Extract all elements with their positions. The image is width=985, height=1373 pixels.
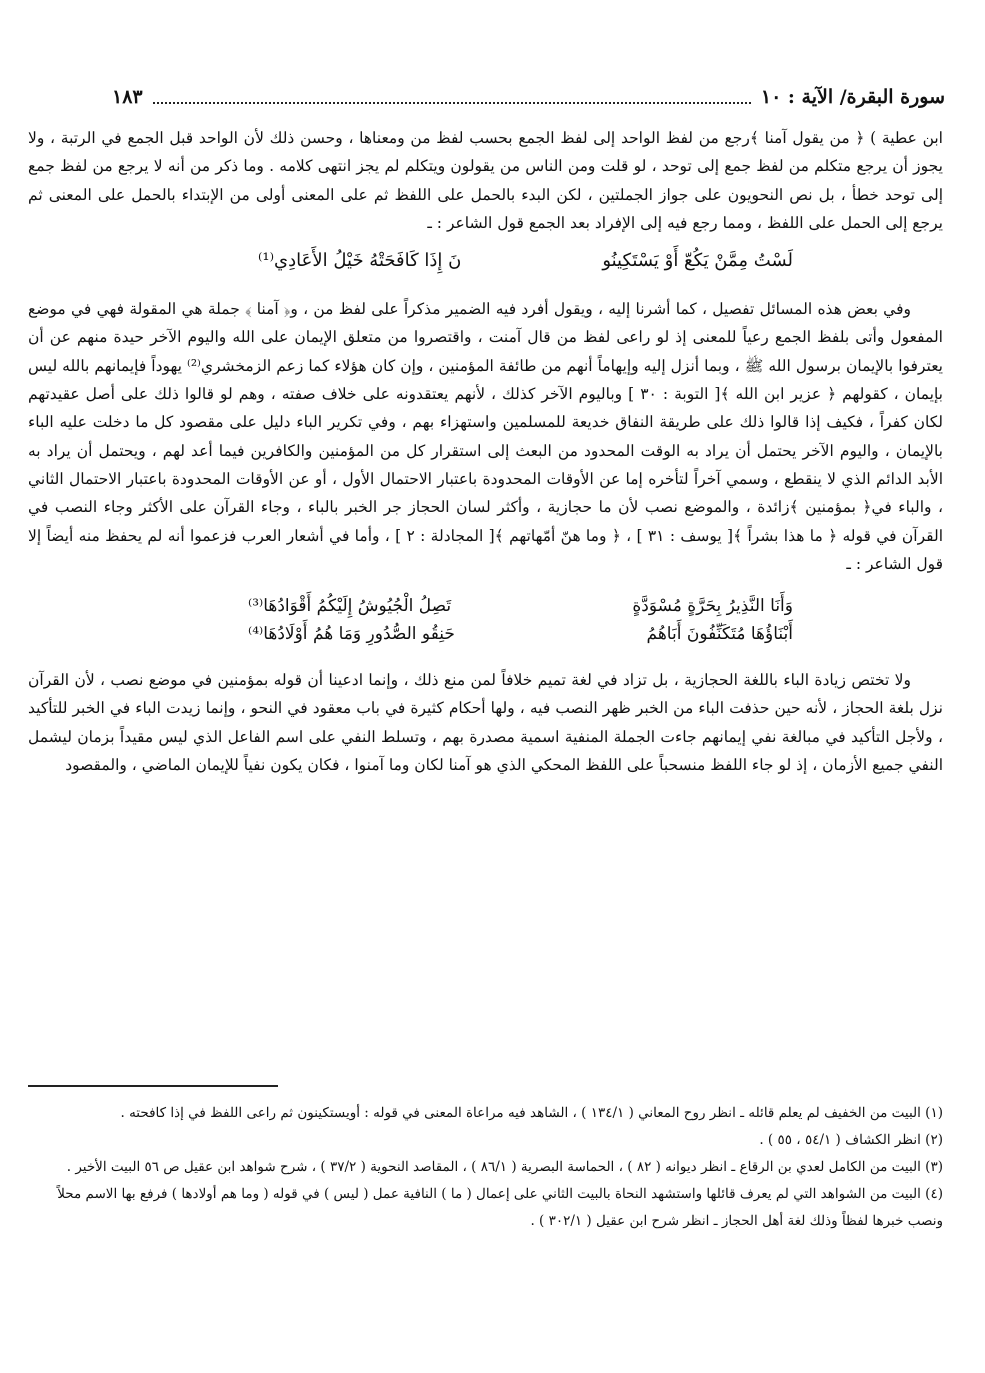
paragraph-3: ولا تختص زيادة الباء باللغة الحجازية ، بل تزاد في لغة تميم خلافاً لمن منع ذلك ، وإنما ادعينا أن قوله بمؤمنين في موضع نصب ، لأن القرآن نزل بلغة الحجاز ، لأنه حين حذفت الباء من الخبر ظهر النصب فيه ، ولها أحكام كثيرة في باب معقود في النحو ، وإنما زيدت الباء في الخبر للتأكيد ، ولأجل التأكيد في مبالغة نفي إيمانهم جاءت الجملة المنفية اسمية مصدرة بهم ، وتسلط النفي على اسم الفاعل الذي ليس مقيداً بزمان ليشمل النفي جميع الأزمان ، إذ لو جاء اللفظ منسحباً على اللفظ المحكي الذي هو آمنا لكان وما آمنوا ، فكان يكون نفياً للإيمان الماضي ، والمقصود	[28, 671, 943, 775]
verse-1-second-hemistich: نَ إِذَا كَافَحَتْهُ خَيْلُ الأَعَادِي⁽¹⁾	[258, 250, 462, 272]
verse-3-second-hemistich: حَنِقُو الصُّدُورِ وَمَا هُمُ أَوْلَادُهَا⁽⁴⁾	[248, 624, 455, 645]
verse-1-first-hemistich: لَسْتُ مِمَّنْ يَكُعّ أَوْ يَسْتَكِينُو	[602, 250, 793, 272]
verse-3-first-hemistich: أَبْنَاؤُهَا مُتَكَنِّفُونَ أَبَاهُمُ	[646, 624, 793, 645]
footnote-2: (٢) انظر الكشاف ( ٥٤/١ ، ٥٥ ) .	[759, 1132, 943, 1148]
footnote-separator	[28, 1085, 278, 1087]
paragraph-2: وفي بعض هذه المسائل تفصيل ، كما أشرنا إليه ، ويقول أفرد فيه الضمير مذكراً على لفظ من ، و﴿ آمنا ﴾ جملة هي المقولة فهي في موضع المفعول وأتى بلفظ الجمع رعياً للمعنى إذ لو راعى لفظ من قال آمنت ، واقتصروا من متعلق الإيمان على الله واليوم الآخر حيدة منهم عن أن يعترفوا بالإيمان برسول الله ﷺ ، وبما أنزل إليه وإيهاماً أنهم من طائفة المؤمنين ، وإن كان هؤلاء كما زعم الزمخشري⁽²⁾ يهوداً فإيمانهم بالله ليس بإيمان ، كقولهم ﴿ عزير ابن الله ﴾[ التوبة : ٣٠ ] وباليوم الآخر كذلك ، لأنهم يعتقدونه على خلاف صفته ، وهم لو قالوا ذلك على أصل عقيدتهم لكان كفراً ، فكيف إذا قالوا ذلك على طريقة النفاق خديعة للمسلمين واستهزاء بهم ، وفي تكرير الباء دليل على مقصود كل ما دخلت عليه الباء بالإيمان ، واليوم الآخر يحتمل أن يراد به الوقت المحدود من البعث إلى استقرار كل من المؤمنين والكافرين فيما أعد لهم ، ويحتمل أن يراد به الأبد الدائم الذي لا ينقطع ، وسمي آخراً لتأخره إما عن الأوقات المحدودة باعتبار الاحتمال الأول ، أو عن الأوقات المحدودة باعتبار الاحتمال الثاني ، والباء في﴿ بمؤمنين ﴾زائدة ، والموضع نصب لأن ما حجازية ، وأكثر لسان الحجاز جر الخبر بالباء ، وجاء القرآن على الأكثر وجاء النصب في القرآن في قوله ﴿ ما هذا بشراً ﴾[ يوسف : ٣١ ] ، ﴿ وما هنّ أمّهاتهم ﴾[ المجادلة : ٢ ] ، وأما في أشعار العرب فزعموا أنه لم يحفظ منه أيضاً إلا قول الشاعر : ـ	[28, 300, 943, 573]
chapter-title: سورة البقرة/ الآية : ١٠	[760, 86, 945, 108]
main-text	[28, 124, 943, 779]
paragraph-1: ابن عطية ) ﴿ من يقول آمنا ﴾رجع من لفظ الواحد إلى لفظ الجمع بحسب لفظ من ومعناها ، وحسن ذلك لأن الواحد قبل الجمع في الرتبة ، ولا يجوز أن يرجع متكلم من لفظ جمع إلى توحد ، لو قلت ومن الناس من يقولون ويتكلم لم يجز انتهى كلامه . وما ذكر من أنه لا يرجع من لفظ جمع إلى توحد خطأ ، بل نص النحويون على جواز الجملتين ، لكن البدء بالحمل على اللفظ ثم على المعنى أولى من الإبتداء بالحمل على المعنى ثم يرجع إلى الحمل على اللفظ ، ومما رجع فيه إلى الإفراد بعد الجمع قول الشاعر : ـ	[28, 129, 943, 232]
footnote-1: (١) البيت من الخفيف لم يعلم قائله ـ انظر روح المعاني ( ١٣٤/١ ) ، الشاهد فيه مراعاة المعنى في قوله : أويستكينون ثم راعى اللفظ في إذا كافحته .	[120, 1105, 943, 1121]
running-header	[112, 82, 945, 112]
poetry-block	[28, 592, 943, 648]
footnote-3: (٣) البيت من الكامل لعدي بن الرقاع ـ انظر ديوانه ( ٨٢ ) ، الحماسة البصرية ( ٨٦/١ ) ، المقاصد النحوية ( ٣٧/٢ ) ، شرح شواهد ابن عقيل ص ٥٦ البيت الأخير .	[66, 1159, 943, 1175]
footnote-4: (٤) البيت من الشواهد التي لم يعرف قائلها واستشهد النحاة بالبيت الثاني على إعمال ( ما ) النافية عمل ( ليس ) في قوله ( وما هم أولادها ) فرفع بها الاسم محلاً ونصب خبرها لفظاً وذلك لغة أهل الحجاز ـ انظر شرح ابن عقيل ( ٣٠٢/١ ) .	[57, 1186, 943, 1229]
header-dots	[153, 90, 751, 104]
poetry-verse-1	[28, 247, 943, 275]
poetry-verse-2	[28, 592, 943, 620]
poetry-verse-3	[28, 620, 943, 648]
page-number: ١٨٣	[112, 86, 143, 108]
verse-2-second-hemistich: تَصِلُ الْجُيُوشُ إِلَيْكُمُ أَقْوَادُهَا⁽³⁾	[248, 596, 452, 617]
verse-2-first-hemistich: وَأَنَا النَّذِيرُ بِحَرَّةٍ مُسْوَدَّةٍ	[632, 596, 793, 617]
footnotes	[28, 1100, 943, 1235]
